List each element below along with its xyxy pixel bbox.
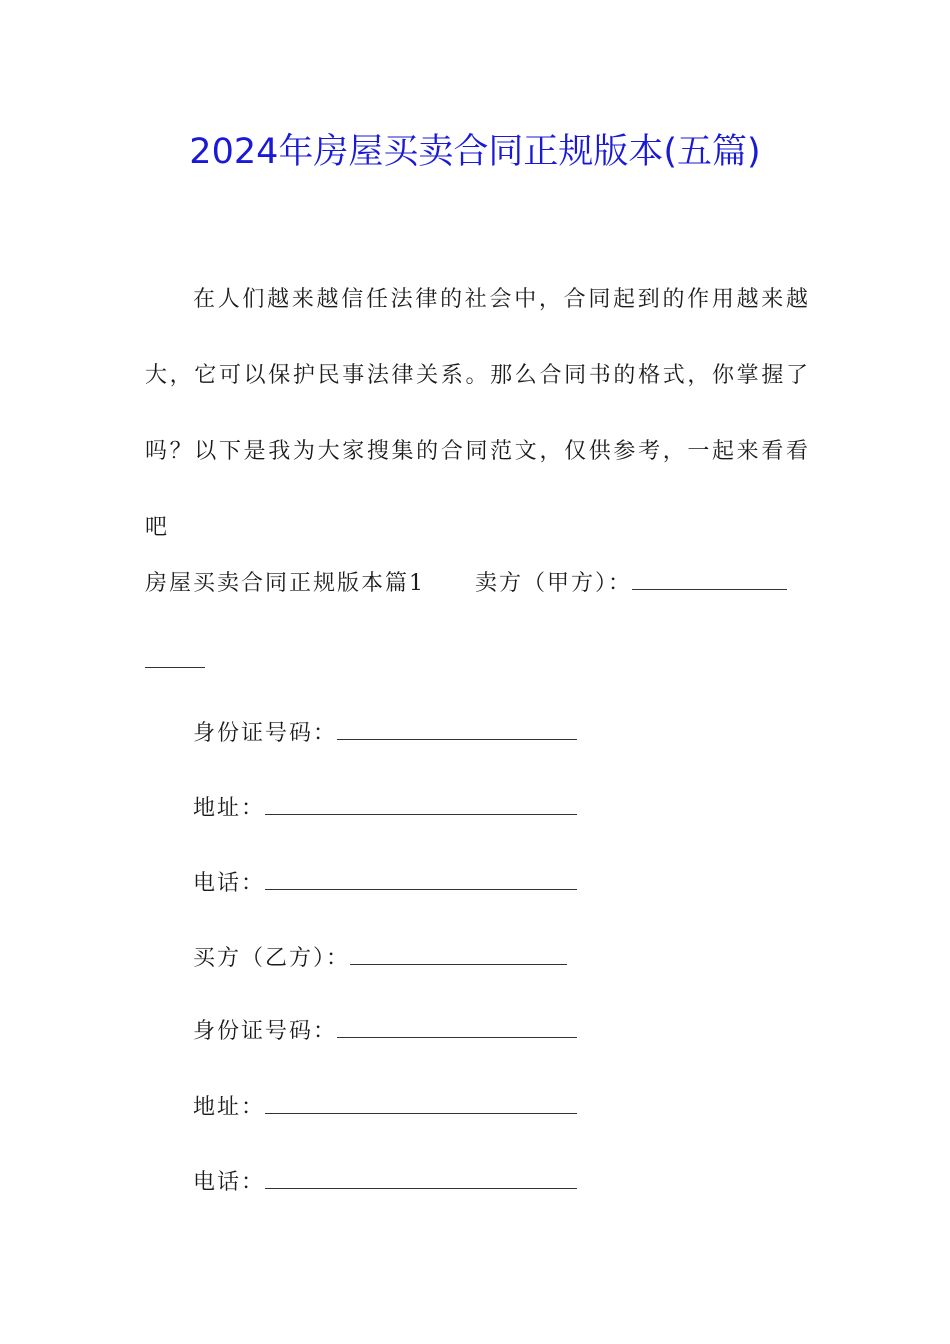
intro-paragraph: 在人们越来越信任法律的社会中，合同起到的作用越来越大，它可以保护民事法律关系。那么合同书的格式，你掌握了吗？以下是我为大家搜集的合同范文，仅供参考，一起来看看吧 (145, 287, 810, 540)
seller-id-label: 身份证号码： (193, 721, 338, 746)
seller-name-blank (632, 563, 787, 590)
buyer-address-line (193, 1087, 577, 1128)
buyer-address-blank (265, 1087, 577, 1114)
buyer-id-line (193, 1011, 577, 1052)
buyer-name-blank (350, 938, 567, 965)
buyer-party-line (193, 938, 567, 979)
seller-id-blank (337, 713, 577, 740)
seller-address-blank (265, 788, 577, 815)
buyer-phone-line (193, 1162, 577, 1203)
document-title: 2024年房屋买卖合同正规版本(五篇) (189, 132, 761, 172)
seller-phone-line (193, 863, 577, 904)
seller-name-blank-continued (145, 667, 205, 668)
buyer-address-label: 地址： (193, 1095, 266, 1120)
seller-address-label: 地址： (193, 796, 266, 821)
seller-phone-blank (265, 863, 577, 890)
buyer-id-label: 身份证号码： (193, 1019, 338, 1044)
seller-id-line (193, 713, 577, 754)
seller-address-line (193, 788, 577, 829)
buyer-id-blank (337, 1011, 577, 1038)
section-heading-line (145, 563, 787, 604)
buyer-phone-label: 电话： (193, 1170, 266, 1195)
seller-party-label: 卖方（甲方）： (475, 571, 633, 596)
section-heading: 房屋买卖合同正规版本篇1 (145, 571, 425, 596)
seller-phone-label: 电话： (193, 871, 266, 896)
buyer-party-label: 买方（乙方）： (193, 946, 351, 971)
buyer-phone-blank (265, 1162, 577, 1189)
